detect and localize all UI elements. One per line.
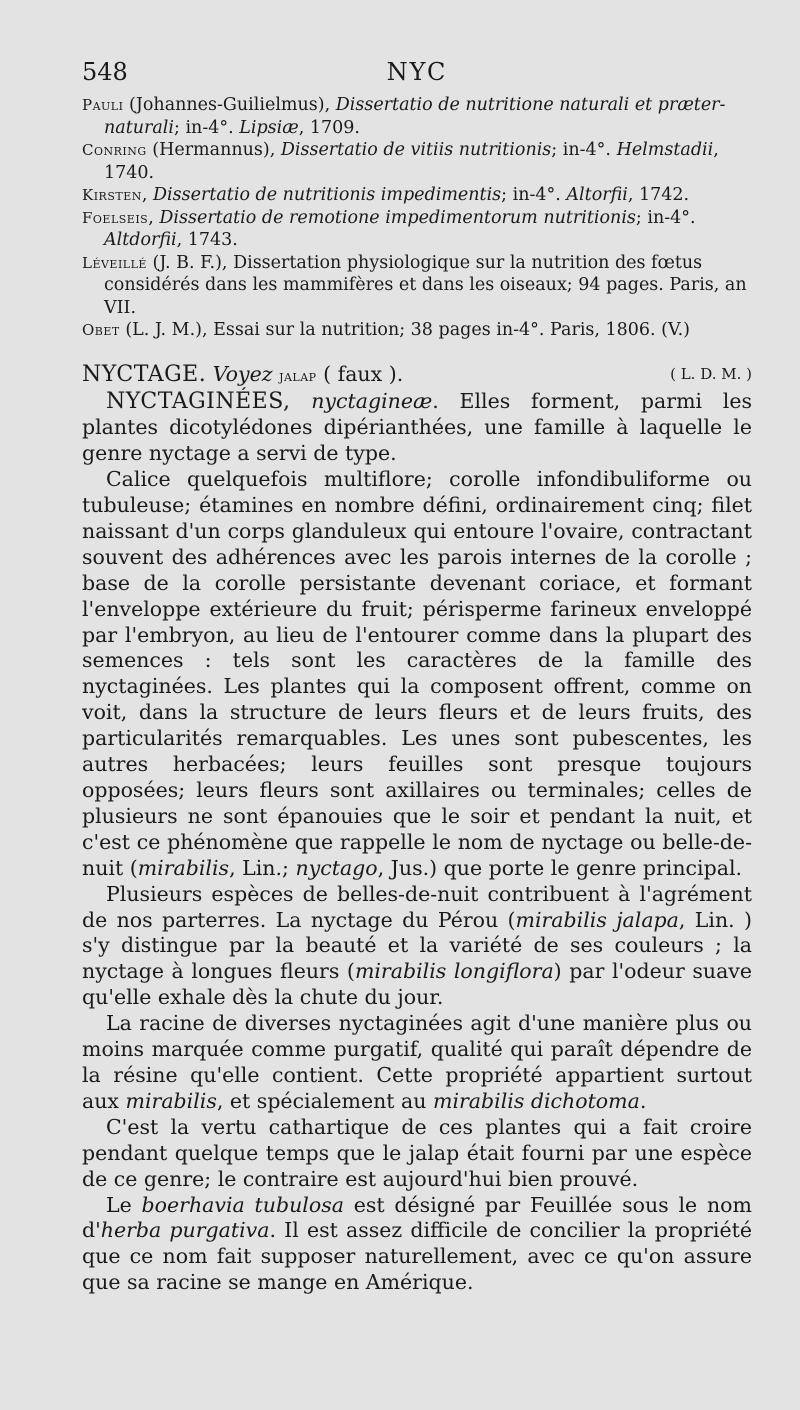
bib-entry: Pauli (Johannes-Guilielmus), Dissertatio de nutritione naturali et præter-naturali; in-4°. Lipsiæ, 1709. [82,95,726,138]
page-header [82,52,752,92]
bibliography [82,94,752,342]
headword: NYCTAGE. [82,361,207,387]
running-head: NYC [386,58,448,86]
bib-entry: Kirsten, Dissertatio de nutritionis impedimentis; in-4°. Altorfii, 1742. [82,185,690,205]
entry-nyctage: NYCTAGE. Voyez jalap ( faux ). ( L. D. M. ) [82,361,752,387]
article-body [82,362,752,1297]
page-number: 548 [82,58,128,86]
paragraph: Plusieurs espèces de belles-de-nuit contribuent à l'agrément de nos parterres. La nyctage du Pérou (mirabilis jalapa, Lin. ) s'y distingue par la beauté et la variété de ses couleurs ; la nyctage à longues fleurs (mirabilis longiflora) par l'odeur suave qu'elle exhale dès la chute du jour. [82,881,753,1010]
paragraph: Le boerhavia tubulosa est désigné par Feuillée sous le nom d'herba purgativa. Il est assez difficile de concilier la propriété que ce nom fait supposer naturellement, avec ce qu'on assure que sa racine se mange en Amérique. [82,1192,752,1295]
paragraph: Calice quelquefois multiflore; corolle infondibuliforme ou tubuleuse; étamines en nombre défini, ordinairement cinq; filet naissant d'un corps glanduleux qui entoure l'ovaire, contractant souvent des adhérences avec les parois internes de la corolle ; base de la corolle persistante devenant coriace, et formant l'enveloppe extérieure du fruit; périsperme farineux enveloppé par l'embryon, au lieu de l'entourer comme dans la plupart des semences : tels sont les caractères de la famille des nyctaginées. Les plantes qui la composent offrent, comme on voit, dans la structure de leurs fleurs et de leurs fruits, des particularités remarquables. Les unes sont pubescentes, les autres herbacées; leurs feuilles sont presque toujours opposées; leurs fleurs sont axillaires ou terminales; celles de plusieurs ne sont épanouies que le soir et pendant la nuit, et c'est ce phénomène que rappelle le nom de nyctage ou belle-de-nuit (mirabilis, Lin.; nyctago, Jus.) que porte le genre principal. [82,467,752,880]
headword: NYCTAGINÉES, [106,389,291,415]
bib-entry: Conring (Hermannus), Dissertatio de vitiis nutritionis; in-4°. Helmstadii, 1740. [82,140,719,183]
author-attribution: ( L. D. M. ) [670,364,752,383]
paragraph: La racine de diverses nyctaginées agit d'une manière plus ou moins marquée comme purgatif, qualité qui paraît dépendre de la résine qu'elle contient. Cette propriété appartient surtout aux mirabilis, et spécialement au mirabilis dichotoma. [82,1011,752,1113]
bib-entry: Obet (L. J. M.), Essai sur la nutrition; 38 pages in-4°. Paris, 1806. (V.) [82,320,690,340]
bib-entry: Foelseis, Dissertatio de remotione impedimentorum nutritionis; in-4°. Altdorfii, 1743. [82,207,696,250]
paragraph: C'est la vertu cathartique de ces plantes qui a fait croire pendant quelque temps que le jalap était fourni par une espèce de ce genre; le contraire est aujourd'hui bien prouvé. [82,1114,752,1191]
entry-nyctaginees: NYCTAGINÉES, nyctagineæ. Elles forment, parmi les plantes dicotylédones dipérianthées, une famille à laquelle le genre nyctage a servi de type. [82,389,752,466]
bib-entry: Léveillé (J. B. F.), Dissertation physiologique sur la nutrition des fœtus considérés dans les mammifères et dans les oiseaux; 94 pages. Paris, an VII. [82,252,747,318]
